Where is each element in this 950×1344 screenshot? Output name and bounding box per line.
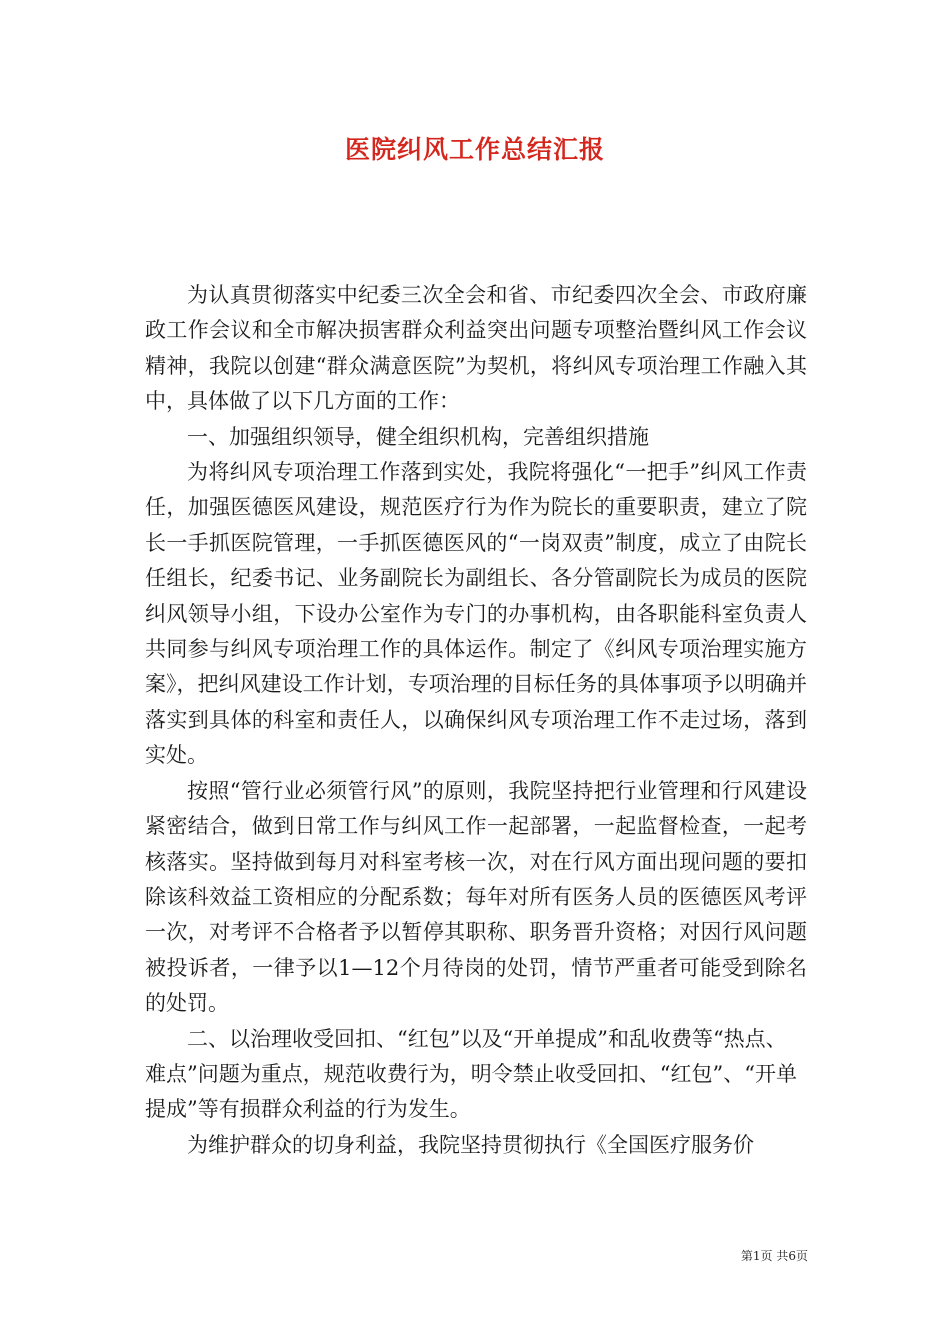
document-title: 医院纠风工作总结汇报 (344, 135, 605, 164)
paragraph-organization: 为将纠风专项治理工作落到实处，我院将强化“一把手”纠风工作责任，加强医德医风建设，规范医疗行为作为院长的重要职责，建立了院长一手抓医院管理，一手抓医德医风的“一岗双责”制度，成立了由院长任组长，纪委书记、业务副院长为副组长、各分管副院长为成员的医院纠风领导小组，下设办公室作为专门的办事机构，由各职能科室负责人共同参与纠风专项治理工作的具体运作。制定了《纠风专项治理实施方案》，把纠风建设工作计划，专项治理的目标任务的具体事项予以明确并落实到具体的科室和责任人，以确保纠风专项治理工作不走过场，落到实处。 (145, 460, 807, 768)
page-number: 第1页 共6页 (740, 1249, 808, 1263)
paragraph-public-interest: 为维护群众的切身利益，我院坚持贯彻执行《全国医疗服务价 (187, 1132, 754, 1157)
paragraph-intro: 为认真贯彻落实中纪委三次全会和省、市纪委四次全会、市政府廉政工作会议和全市解决损害群众利益突出问题专项整治暨纠风工作会议精神，我院以创建“群众满意医院”为契机，将纠风专项治理工作融入其中，具体做了以下几方面的工作： (145, 283, 807, 414)
document-body (145, 278, 807, 1163)
section-heading-1: 一、加强组织领导，健全组织机构，完善组织措施 (187, 424, 649, 449)
section-heading-2: 二、以治理收受回扣、“红包”以及“开单提成”和乱收费等“热点、难点”问题为重点，规范收费行为，明令禁止收受回扣、“红包”、“开单提成”等有损群众利益的行为发生。 (145, 1026, 797, 1122)
paragraph-industry-management: 按照“管行业必须管行风”的原则，我院坚持把行业管理和行风建设紧密结合，做到日常工作与纠风工作一起部署，一起监督检查，一起考核落实。坚持做到每月对科室考核一次，对在行风方面出现问题的要扣除该科效益工资相应的分配系数；每年对所有医务人员的医德医风考评一次，对考评不合格者予以暂停其职称、职务晋升资格；对因行风问题被投诉者，一律予以1—12个月待岗的处罚，情节严重者可能受到除名的处罚。 (145, 778, 807, 1016)
